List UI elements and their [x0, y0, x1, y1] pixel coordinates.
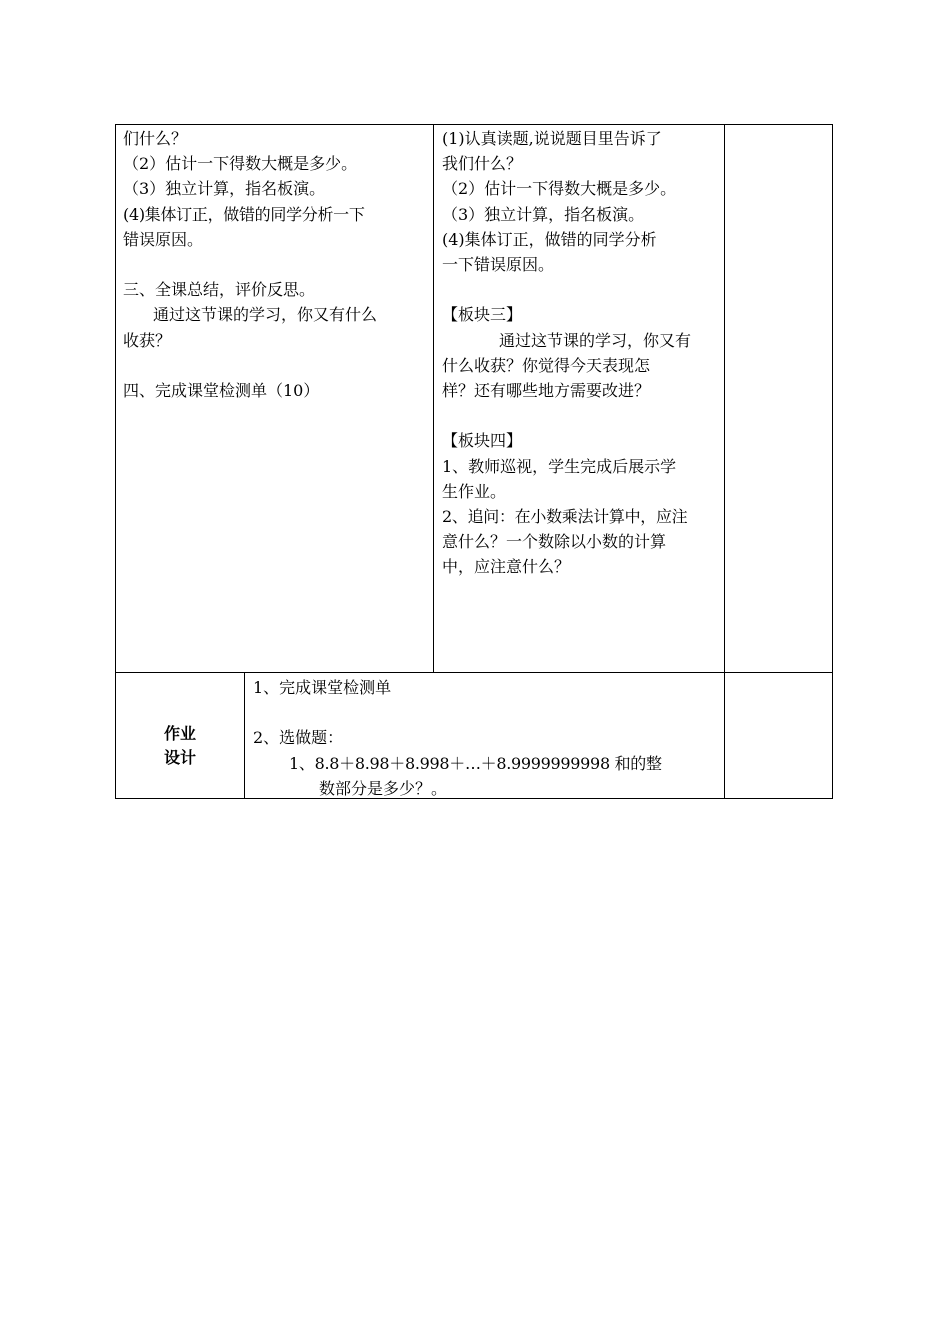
- process-text-line: 通过这节课的学习，你又有什么: [153, 305, 378, 325]
- section-heading: 四、完成课堂检测单（10）: [123, 381, 320, 400]
- homework-question-line: 1、8.8＋8.98＋8.998＋…＋8.9999999998 和的整: [289, 753, 662, 773]
- activity-text-line: （2）估计一下得数大概是多少。: [442, 179, 677, 199]
- table-col-divider-1: [433, 124, 434, 673]
- process-text-line: （2）估计一下得数大概是多少。: [123, 154, 358, 174]
- homework-item: 2、选做题：: [253, 728, 344, 748]
- activity-text-line: 什么收获？你觉得今天表现怎: [442, 355, 651, 375]
- homework-question-line: 数部分是多少？。: [319, 778, 448, 798]
- process-text-line: 们什么？: [123, 129, 188, 148]
- activity-text-line: 我们什么？: [442, 154, 523, 174]
- activity-text-line: 意什么？一个数除以小数的计算: [442, 532, 667, 552]
- notes-cell: [725, 125, 831, 672]
- student-activity-cell: [442, 126, 722, 580]
- activity-text-line: 生作业。: [442, 481, 507, 501]
- process-text-line: （3）独立计算，指名板演。: [123, 179, 326, 199]
- table-border-left: [115, 124, 116, 799]
- homework-content-cell: [253, 675, 723, 801]
- activity-text-line: 2、追问：在小数乘法计算中，应注: [442, 507, 688, 527]
- homework-notes-cell: [725, 673, 831, 798]
- activity-text-line: 1、教师巡视，学生完成后展示学: [442, 456, 677, 476]
- activity-text-line: （3）独立计算，指名板演。: [442, 204, 645, 224]
- activity-text-line: 通过这节课的学习，你又有: [499, 330, 692, 350]
- activity-text-line: (4)集体订正，做错的同学分析: [442, 229, 657, 249]
- teaching-process-cell: [123, 126, 431, 403]
- process-text-line: 收获？: [123, 330, 172, 350]
- process-text-line: 错误原因。: [123, 229, 204, 249]
- activity-text-line: 样？还有哪些地方需要改进？: [442, 381, 651, 401]
- block-heading: 【板块四】: [442, 431, 523, 451]
- process-text-line: (4)集体订正，做错的同学分析一下: [123, 204, 365, 224]
- homework-item: 1、完成课堂检测单: [253, 678, 392, 697]
- lesson-table: [115, 124, 833, 799]
- homework-label: [116, 722, 244, 770]
- homework-label-divider: [244, 672, 245, 799]
- section-heading: 三、全课总结，评价反思。: [123, 280, 316, 300]
- homework-label-line: 作业: [163, 724, 196, 743]
- activity-text-line: 中，应注意什么？: [442, 557, 571, 577]
- block-heading: 【板块三】: [442, 305, 523, 325]
- activity-text-line: 一下错误原因。: [442, 255, 555, 275]
- table-border-right: [832, 124, 833, 799]
- homework-label-line: 设计: [163, 748, 196, 767]
- activity-text-line: (1)认真读题,说说题目里告诉了: [442, 129, 662, 148]
